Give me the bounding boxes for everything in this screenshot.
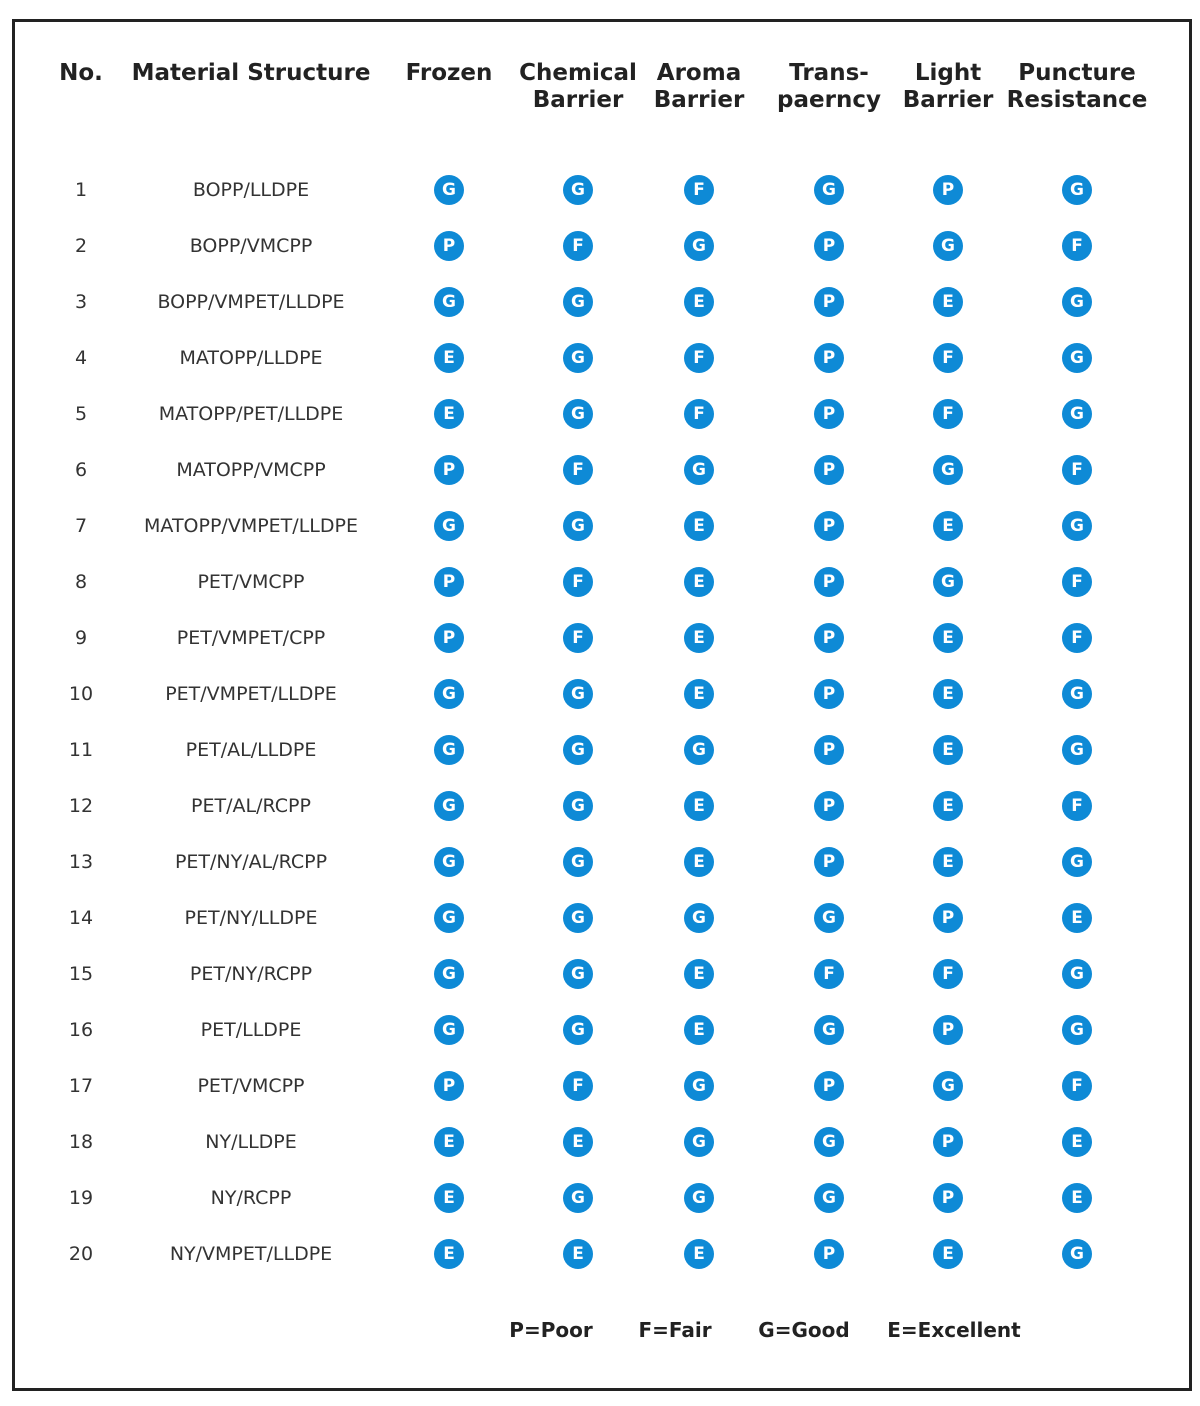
rating-badge-light-barrier: G — [933, 455, 963, 485]
rating-badge-chemical-barrier: G — [563, 959, 593, 989]
rating-badge-frozen: P — [434, 623, 464, 653]
row-number: 14 — [68, 907, 94, 929]
table-row — [0, 554, 1200, 610]
rating-badge-chemical-barrier: F — [563, 1071, 593, 1101]
rating-badge-light-barrier: P — [933, 175, 963, 205]
row-number: 8 — [74, 571, 88, 593]
rating-badge-aroma-barrier: F — [684, 343, 714, 373]
rating-badge-chemical-barrier: E — [563, 1239, 593, 1269]
rating-badge-frozen: G — [434, 959, 464, 989]
rating-badge-chemical-barrier: F — [563, 623, 593, 653]
rating-badge-puncture-resistance: G — [1062, 1239, 1092, 1269]
rating-badge-chemical-barrier: G — [563, 903, 593, 933]
rating-badge-aroma-barrier: G — [684, 735, 714, 765]
row-number: 16 — [68, 1019, 94, 1041]
table-row — [0, 442, 1200, 498]
rating-badge-transparency: P — [814, 623, 844, 653]
rating-badge-transparency: P — [814, 791, 844, 821]
header-frozen: Frozen — [405, 60, 493, 86]
legend-fair: F=Fair — [638, 1318, 712, 1342]
rating-badge-puncture-resistance: G — [1062, 679, 1092, 709]
row-number: 9 — [74, 627, 88, 649]
rating-badge-aroma-barrier: F — [684, 399, 714, 429]
rating-badge-chemical-barrier: E — [563, 1127, 593, 1157]
material-structure: NY/VMPET/LLDPE — [169, 1243, 333, 1265]
rating-badge-light-barrier: E — [933, 847, 963, 877]
rating-badge-puncture-resistance: G — [1062, 511, 1092, 541]
rating-badge-frozen: E — [434, 1183, 464, 1213]
rating-badge-puncture-resistance: F — [1062, 567, 1092, 597]
table-row — [0, 834, 1200, 890]
material-structure: MATOPP/VMPET/LLDPE — [144, 515, 358, 537]
row-number: 20 — [68, 1243, 94, 1265]
rating-badge-aroma-barrier: E — [684, 623, 714, 653]
rating-badge-light-barrier: F — [933, 959, 963, 989]
material-structure: PET/VMPET/LLDPE — [165, 683, 337, 705]
material-structure: MATOPP/PET/LLDPE — [158, 403, 344, 425]
rating-badge-frozen: G — [434, 903, 464, 933]
rating-badge-frozen: P — [434, 231, 464, 261]
rating-badge-chemical-barrier: G — [563, 343, 593, 373]
material-structure: PET/LLDPE — [200, 1019, 302, 1041]
table-row — [0, 666, 1200, 722]
rating-badge-frozen: G — [434, 175, 464, 205]
rating-badge-aroma-barrier: G — [684, 1183, 714, 1213]
rating-badge-light-barrier: P — [933, 1127, 963, 1157]
rating-badge-light-barrier: E — [933, 287, 963, 317]
rating-badge-puncture-resistance: G — [1062, 175, 1092, 205]
rating-badge-frozen: G — [434, 1015, 464, 1045]
table-row — [0, 330, 1200, 386]
rating-badge-frozen: G — [434, 791, 464, 821]
rating-badge-chemical-barrier: G — [563, 1015, 593, 1045]
rating-badge-puncture-resistance: F — [1062, 623, 1092, 653]
table-row — [0, 778, 1200, 834]
header-aroma-barrier: Aroma Barrier — [653, 60, 745, 113]
row-number: 17 — [68, 1075, 94, 1097]
rating-badge-light-barrier: F — [933, 343, 963, 373]
table-row — [0, 1002, 1200, 1058]
row-number: 19 — [68, 1187, 94, 1209]
rating-badge-chemical-barrier: G — [563, 175, 593, 205]
rating-badge-transparency: P — [814, 231, 844, 261]
rating-badge-puncture-resistance: F — [1062, 231, 1092, 261]
rating-badge-aroma-barrier: E — [684, 847, 714, 877]
rating-badge-aroma-barrier: G — [684, 1071, 714, 1101]
row-number: 4 — [74, 347, 88, 369]
rating-badge-aroma-barrier: G — [684, 1127, 714, 1157]
material-structure: PET/VMCPP — [197, 1075, 305, 1097]
rating-badge-light-barrier: E — [933, 623, 963, 653]
material-structure: PET/VMCPP — [197, 571, 305, 593]
rating-badge-light-barrier: P — [933, 903, 963, 933]
rating-badge-puncture-resistance: E — [1062, 1127, 1092, 1157]
legend-excellent: E=Excellent — [887, 1318, 1021, 1342]
rating-badge-puncture-resistance: F — [1062, 791, 1092, 821]
rating-badge-frozen: G — [434, 511, 464, 541]
material-structure: MATOPP/LLDPE — [179, 347, 323, 369]
rating-badge-chemical-barrier: G — [563, 287, 593, 317]
rating-badge-aroma-barrier: G — [684, 903, 714, 933]
rating-badge-puncture-resistance: E — [1062, 1183, 1092, 1213]
rating-badge-aroma-barrier: E — [684, 791, 714, 821]
rating-badge-chemical-barrier: G — [563, 735, 593, 765]
table-row — [0, 498, 1200, 554]
table-row — [0, 1170, 1200, 1226]
table-row — [0, 610, 1200, 666]
rating-badge-puncture-resistance: G — [1062, 847, 1092, 877]
rating-badge-light-barrier: P — [933, 1183, 963, 1213]
rating-badge-chemical-barrier: F — [563, 567, 593, 597]
rating-badge-light-barrier: P — [933, 1015, 963, 1045]
rating-badge-aroma-barrier: G — [684, 231, 714, 261]
rating-badge-aroma-barrier: E — [684, 679, 714, 709]
rating-badge-transparency: P — [814, 847, 844, 877]
rating-badge-frozen: E — [434, 1127, 464, 1157]
table-row — [0, 218, 1200, 274]
rating-badge-frozen: E — [434, 1239, 464, 1269]
rating-badge-puncture-resistance: G — [1062, 1015, 1092, 1045]
material-structure: PET/NY/AL/RCPP — [174, 851, 328, 873]
row-number: 6 — [74, 459, 88, 481]
row-number: 10 — [68, 683, 94, 705]
rating-badge-light-barrier: E — [933, 511, 963, 541]
rating-badge-frozen: P — [434, 1071, 464, 1101]
rating-badge-transparency: G — [814, 1127, 844, 1157]
rating-badge-frozen: G — [434, 287, 464, 317]
rating-badge-aroma-barrier: E — [684, 1239, 714, 1269]
row-number: 5 — [74, 403, 88, 425]
material-structure: PET/NY/RCPP — [189, 963, 313, 985]
rating-badge-frozen: G — [434, 847, 464, 877]
legend-poor: P=Poor — [509, 1318, 593, 1342]
header-material-structure: Material Structure — [131, 60, 371, 86]
rating-badge-transparency: F — [814, 959, 844, 989]
material-structure: PET/AL/RCPP — [191, 795, 311, 817]
header-no: No. — [59, 60, 103, 86]
table-header — [0, 60, 1200, 130]
rating-badge-puncture-resistance: G — [1062, 399, 1092, 429]
rating-badge-transparency: P — [814, 735, 844, 765]
material-structure: NY/RCPP — [210, 1187, 292, 1209]
row-number: 2 — [74, 235, 88, 257]
rating-badge-aroma-barrier: E — [684, 959, 714, 989]
rating-badge-puncture-resistance: E — [1062, 903, 1092, 933]
rating-badge-chemical-barrier: G — [563, 1183, 593, 1213]
rating-badge-chemical-barrier: G — [563, 511, 593, 541]
material-structure: PET/VMPET/CPP — [176, 627, 326, 649]
rating-badge-aroma-barrier: G — [684, 455, 714, 485]
rating-badge-transparency: P — [814, 567, 844, 597]
rating-badge-aroma-barrier: F — [684, 175, 714, 205]
rating-badge-frozen: G — [434, 679, 464, 709]
table-row — [0, 162, 1200, 218]
rating-badge-puncture-resistance: G — [1062, 287, 1092, 317]
rating-badge-transparency: P — [814, 1071, 844, 1101]
rating-badge-transparency: P — [814, 511, 844, 541]
rating-badge-light-barrier: E — [933, 1239, 963, 1269]
rating-badge-transparency: G — [814, 1015, 844, 1045]
material-structure: MATOPP/VMCPP — [176, 459, 326, 481]
rating-badge-puncture-resistance: G — [1062, 959, 1092, 989]
row-number: 7 — [74, 515, 88, 537]
rating-badge-puncture-resistance: F — [1062, 1071, 1092, 1101]
rating-badge-chemical-barrier: G — [563, 847, 593, 877]
material-structure: BOPP/VMCPP — [189, 235, 313, 257]
row-number: 12 — [68, 795, 94, 817]
table-row — [0, 1226, 1200, 1282]
rating-badge-puncture-resistance: G — [1062, 343, 1092, 373]
material-structure: PET/NY/LLDPE — [184, 907, 318, 929]
rating-badge-transparency: P — [814, 1239, 844, 1269]
rating-badge-transparency: P — [814, 679, 844, 709]
material-structure: BOPP/LLDPE — [192, 179, 310, 201]
rating-badge-transparency: G — [814, 903, 844, 933]
rating-badge-chemical-barrier: F — [563, 455, 593, 485]
table-row — [0, 1114, 1200, 1170]
rating-badge-light-barrier: E — [933, 791, 963, 821]
row-number: 18 — [68, 1131, 94, 1153]
rating-badge-transparency: P — [814, 343, 844, 373]
rating-badge-transparency: P — [814, 455, 844, 485]
row-number: 15 — [68, 963, 94, 985]
row-number: 1 — [74, 179, 88, 201]
material-structure: PET/AL/LLDPE — [185, 739, 317, 761]
rating-badge-frozen: E — [434, 343, 464, 373]
row-number: 11 — [68, 739, 94, 761]
rating-badge-frozen: P — [434, 455, 464, 485]
rating-badge-light-barrier: F — [933, 399, 963, 429]
rating-badge-transparency: G — [814, 175, 844, 205]
rating-badge-light-barrier: G — [933, 231, 963, 261]
rating-badge-frozen: E — [434, 399, 464, 429]
rating-badge-aroma-barrier: E — [684, 567, 714, 597]
rating-badge-aroma-barrier: E — [684, 287, 714, 317]
table-row — [0, 1058, 1200, 1114]
rating-badge-puncture-resistance: F — [1062, 455, 1092, 485]
rating-badge-aroma-barrier: E — [684, 1015, 714, 1045]
material-structure: BOPP/VMPET/LLDPE — [157, 291, 345, 313]
header-transparency: Trans- paerncy — [777, 60, 881, 113]
header-puncture-resistance: Puncture Resistance — [1006, 60, 1148, 113]
table-row — [0, 890, 1200, 946]
legend — [0, 1316, 1200, 1346]
rating-badge-transparency: P — [814, 287, 844, 317]
rating-badge-chemical-barrier: G — [563, 791, 593, 821]
table-row — [0, 946, 1200, 1002]
rating-badge-transparency: P — [814, 399, 844, 429]
rating-badge-transparency: G — [814, 1183, 844, 1213]
rating-badge-chemical-barrier: F — [563, 231, 593, 261]
rating-badge-light-barrier: G — [933, 1071, 963, 1101]
rating-badge-puncture-resistance: G — [1062, 735, 1092, 765]
rating-badge-frozen: P — [434, 567, 464, 597]
row-number: 3 — [74, 291, 88, 313]
header-chemical-barrier: Chemical Barrier — [519, 60, 637, 113]
rating-badge-light-barrier: G — [933, 567, 963, 597]
rating-badge-light-barrier: E — [933, 735, 963, 765]
rating-badge-aroma-barrier: E — [684, 511, 714, 541]
rating-badge-chemical-barrier: G — [563, 399, 593, 429]
rating-badge-light-barrier: E — [933, 679, 963, 709]
header-light-barrier: Light Barrier — [902, 60, 994, 113]
row-number: 13 — [68, 851, 94, 873]
material-structure: NY/LLDPE — [205, 1131, 297, 1153]
rating-badge-frozen: G — [434, 735, 464, 765]
legend-good: G=Good — [758, 1318, 850, 1342]
table-row — [0, 386, 1200, 442]
rating-badge-chemical-barrier: G — [563, 679, 593, 709]
table-row — [0, 274, 1200, 330]
table-row — [0, 722, 1200, 778]
